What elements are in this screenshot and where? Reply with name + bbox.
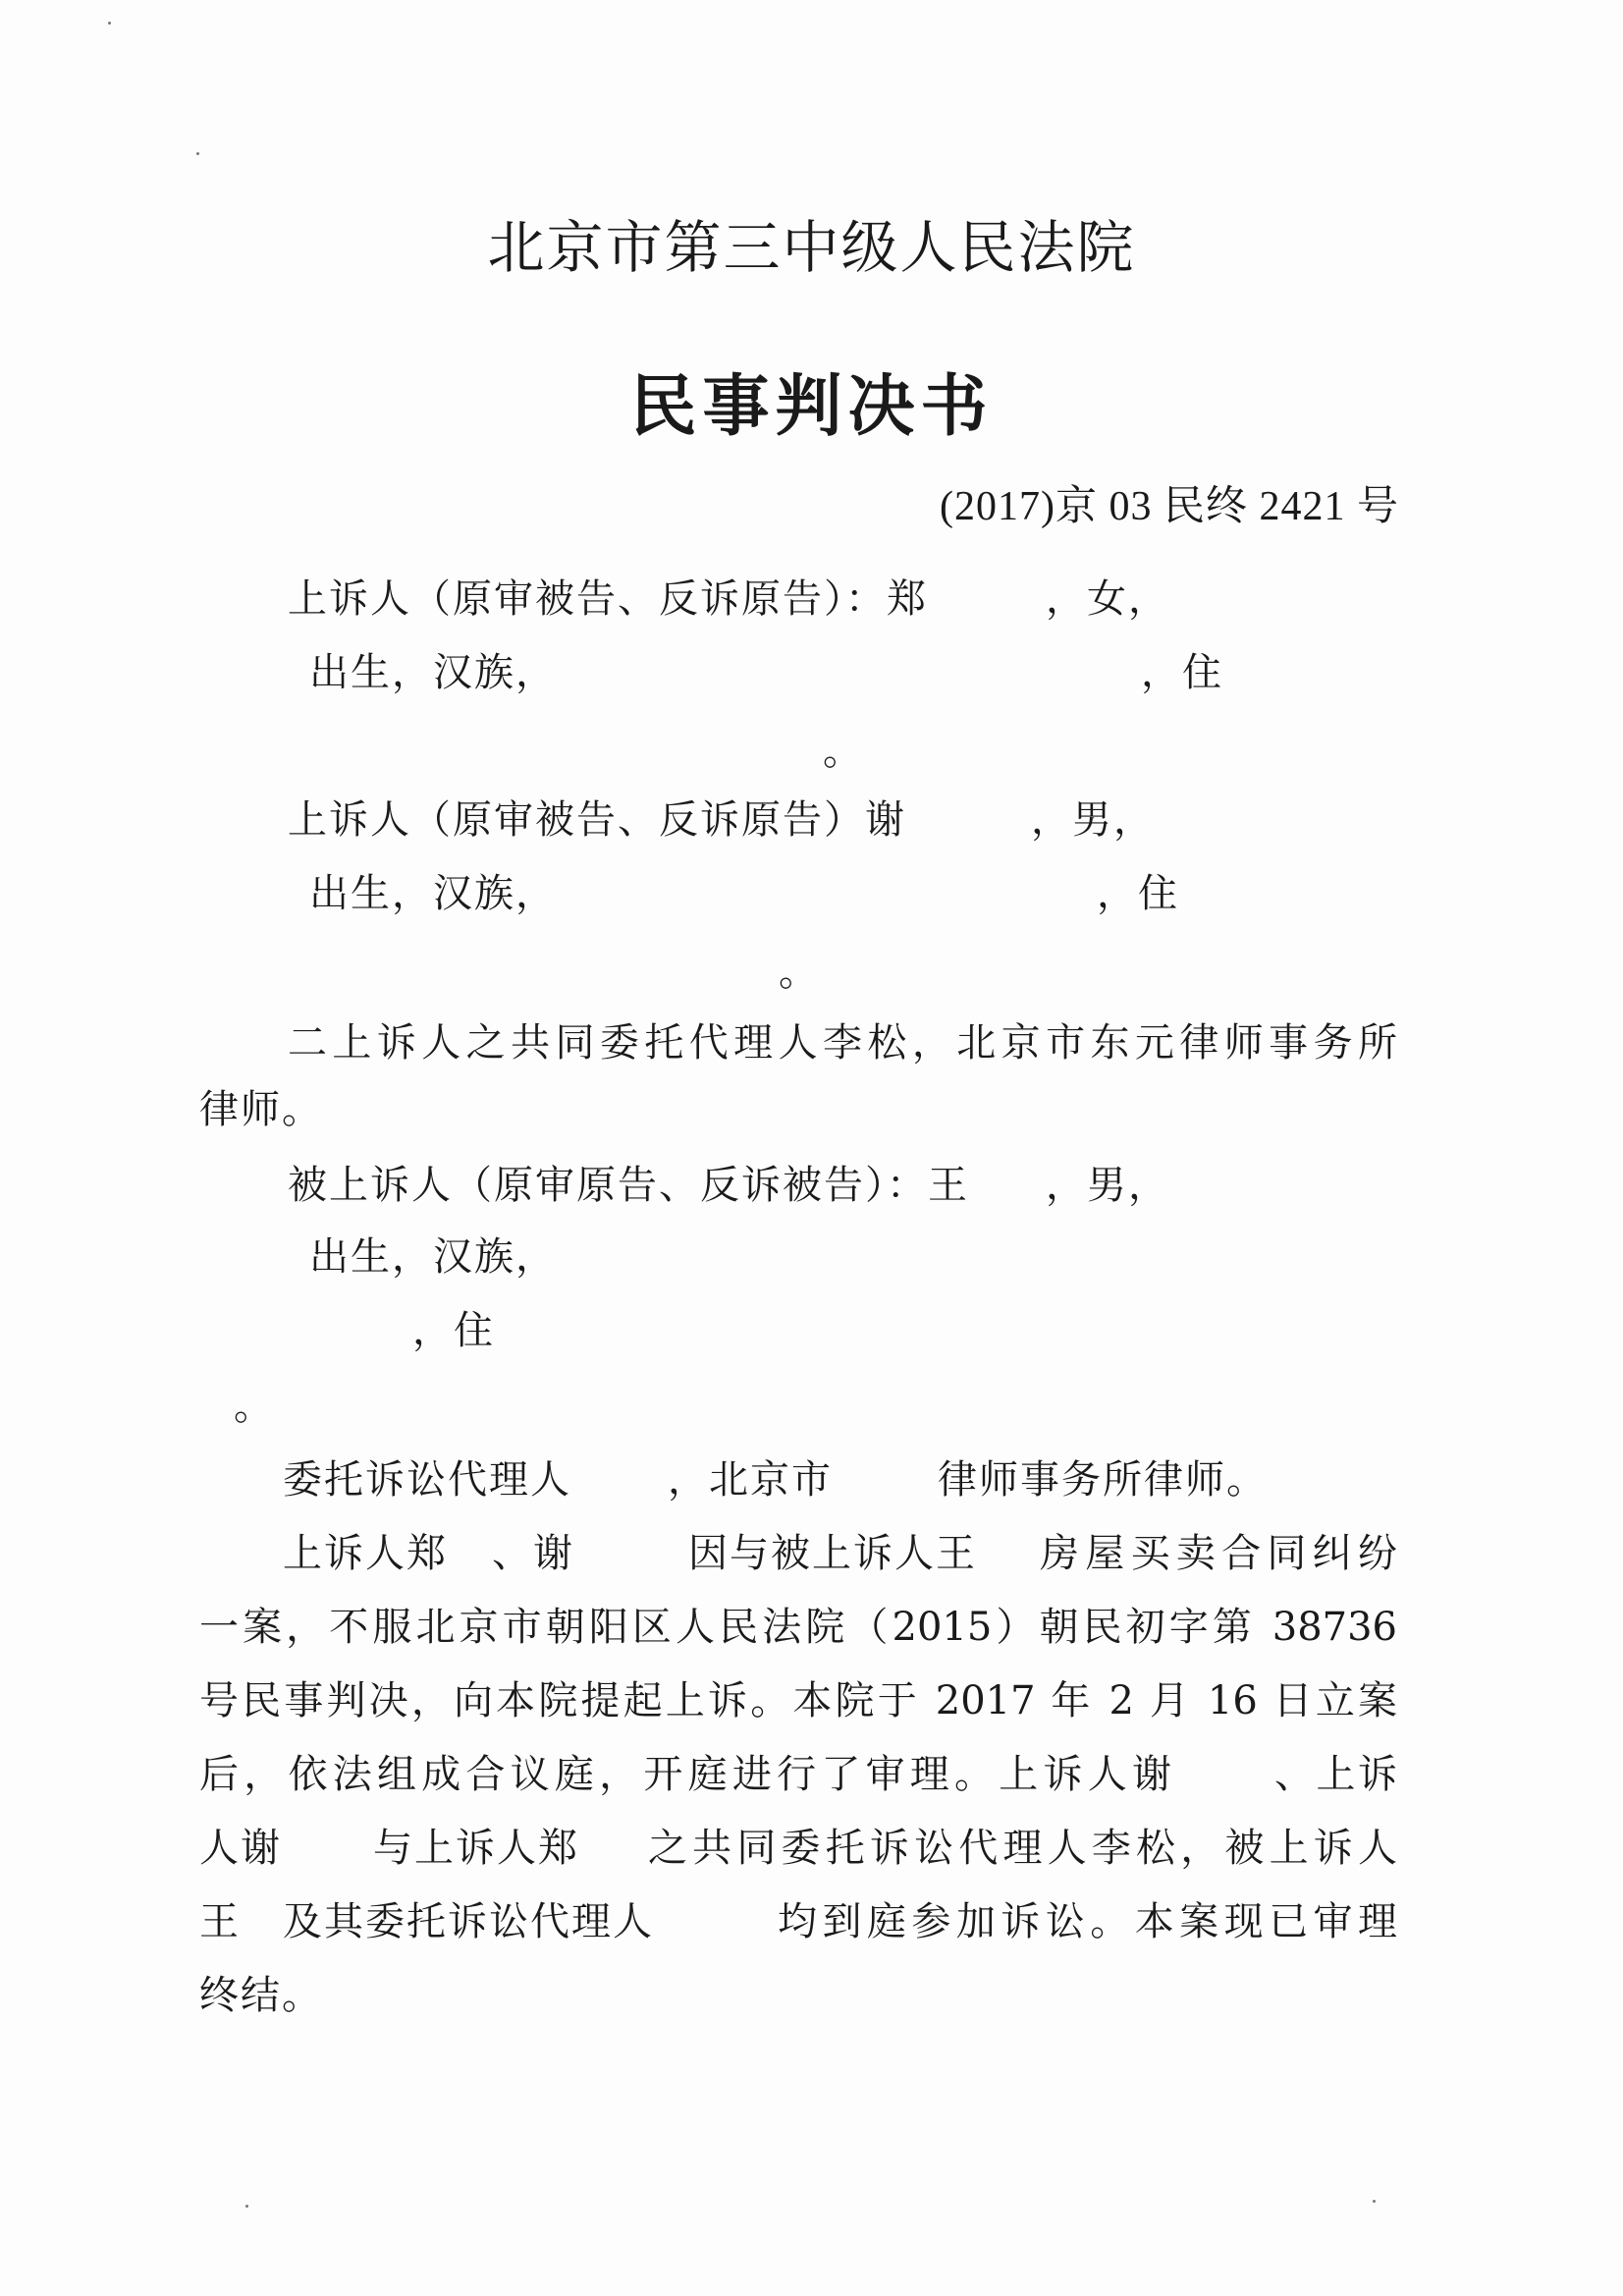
para-seg: 、上诉 [1274,1752,1397,1797]
appellant-2-end: 。 [779,950,820,995]
court-name: 北京市第三中级人民法院 [487,214,1136,281]
appellee-end: 。 [234,1384,275,1429]
para-seg: 王 [199,1899,241,1944]
appellant-2-label: 上诉人（原审被告、反诉原告）谢 [288,797,906,843]
appellant-1-label: 上诉人（原审被告、反诉原告）：郑 [288,576,928,622]
appellant-1-address-label: ，住 [1141,650,1223,695]
case-number: (2017)京 03 民终 2421 号 [940,484,1399,529]
para-seg: 后，依法组成合议庭，开庭进行了审理。上诉人谢 [199,1752,1171,1797]
para-seg: 上诉人郑 [283,1531,448,1576]
appellant-1-end: 。 [823,729,864,774]
appellee-agent-firm: 律师事务所律师。 [938,1457,1268,1503]
scan-speck [1373,2200,1376,2203]
para-seg: 人谢 [199,1826,282,1871]
para-end: 终结。 [199,1973,323,2018]
scan-speck [108,22,111,25]
para-seg: 之共同委托诉讼代理人李松，被上诉人 [648,1826,1397,1871]
para-line: 一案，不服北京市朝阳区人民法院（2015）朝民初字第 38736 [199,1605,1397,1650]
appellant-2-gender: ，男， [1031,797,1155,843]
document-title: 民事判决书 [629,368,994,446]
para-seg: 、谢 [492,1531,574,1576]
para-seg: 均到庭参加诉讼。本案现已审理 [778,1899,1397,1944]
appellee-agent-label: 委托诉讼代理人 [283,1457,571,1503]
para-line: 号民事判决，向本院提起上诉。本院于 2017 年 2 月 16 日立案 [199,1678,1397,1723]
appellee-agent-city: ，北京市 [668,1457,833,1503]
para-seg: 与上诉人郑 [373,1826,579,1871]
para-seg: 房屋买卖合同纠纷 [1040,1531,1397,1576]
para-seg: 及其委托诉讼代理人 [283,1899,654,1944]
appellant-1-birth: 出生，汉族， [309,650,557,695]
appellant-1-gender: ，女， [1046,576,1169,622]
joint-agent: 二上诉人之共同委托代理人李松，北京市东元律师事务所 [288,1020,1397,1066]
appellee-gender: ，男， [1046,1163,1169,1208]
joint-agent-cont: 律师。 [199,1087,323,1132]
scan-speck [245,2205,248,2208]
appellee-label: 被上诉人（原审原告、反诉被告）：王 [288,1163,969,1208]
scan-speck [196,152,199,155]
appellee-address-label: ，住 [412,1308,495,1353]
appellee-birth: 出生，汉族， [309,1234,557,1280]
para-seg: 因与被上诉人王 [688,1531,977,1576]
appellant-2-birth: 出生，汉族， [309,871,557,916]
appellant-2-address-label: ，住 [1097,871,1179,916]
